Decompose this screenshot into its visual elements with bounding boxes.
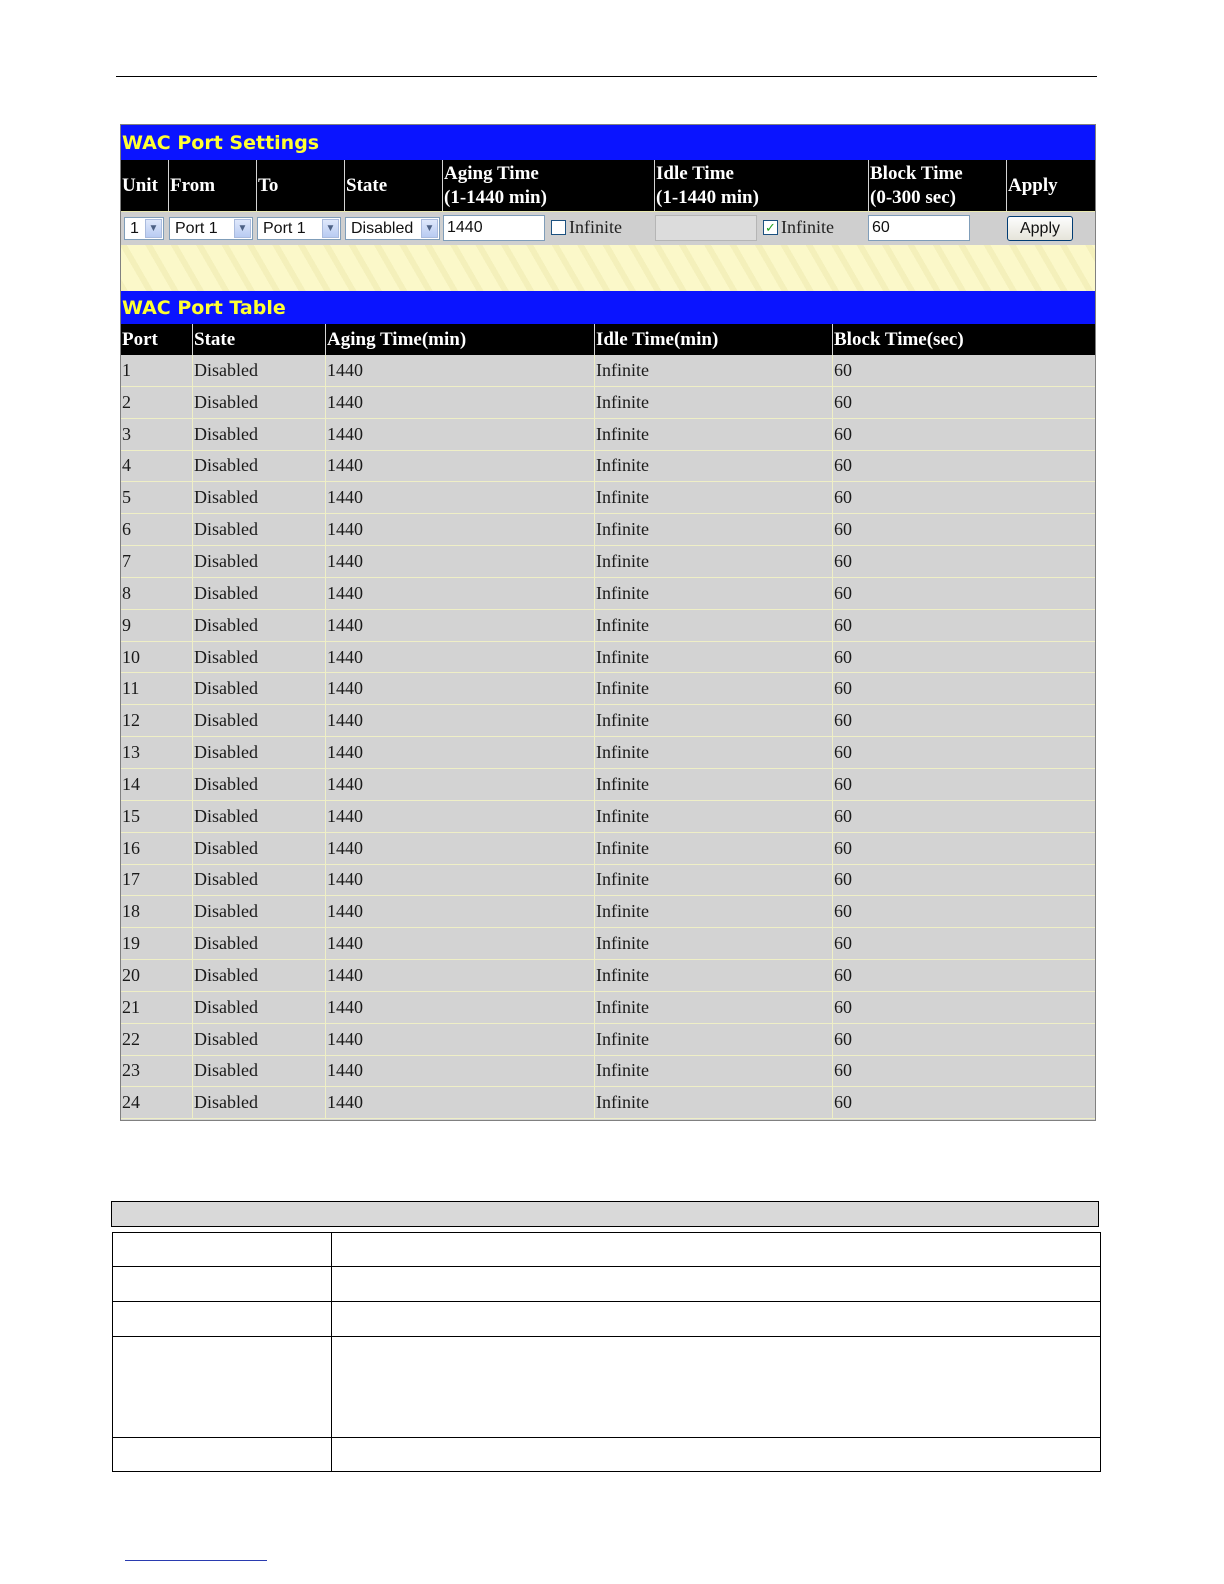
header-block-line2: (0-300 sec) [870, 186, 956, 208]
cell-block-time: 60 [834, 582, 852, 603]
cell-state: Disabled [193, 1024, 326, 1055]
block-time-input[interactable]: 60 [868, 215, 970, 241]
chevron-down-icon[interactable]: ▼ [234, 219, 251, 238]
cell-aging-time: 1440 [326, 896, 595, 927]
cell-port: 8 [121, 578, 193, 609]
cell-aging-time: 1440 [326, 737, 595, 768]
cell-aging-time: 1440 [326, 546, 595, 577]
cell-aging-time: 1440 [326, 451, 595, 482]
header-aging-time [443, 160, 655, 211]
cell-port: 2 [121, 387, 193, 418]
idle-infinite-label: Infinite [781, 217, 834, 237]
cell-state: Disabled [193, 387, 326, 418]
col-state: State [193, 324, 326, 355]
table-row [121, 451, 1095, 483]
cell-port: 14 [121, 769, 193, 800]
doc-cell-value [332, 1337, 1101, 1438]
cell-state: Disabled [193, 642, 326, 673]
chevron-down-icon[interactable]: ▼ [421, 219, 438, 238]
cell-port: 6 [121, 514, 193, 545]
table-row [121, 1087, 1095, 1119]
settings-title: WAC Port Settings [122, 131, 320, 154]
cell-state: Disabled [193, 769, 326, 800]
settings-title-bar [121, 125, 1095, 160]
cell-state: Disabled [193, 419, 326, 450]
unit-select[interactable] [124, 217, 164, 240]
from-select-value: Port 1 [175, 219, 218, 237]
cell-idle-time: Infinite [595, 451, 833, 482]
chevron-down-icon[interactable]: ▼ [145, 219, 162, 238]
cell-aging-time: 1440 [326, 960, 595, 991]
cell-port: 9 [121, 610, 193, 641]
col-aging-time: Aging Time(min) [326, 324, 595, 355]
state-select[interactable] [345, 217, 440, 240]
cell-idle-time: Infinite [595, 992, 833, 1023]
cell-block-time: 60 [834, 550, 852, 571]
cell-block-time: 60 [834, 869, 852, 890]
cell-port: 20 [121, 960, 193, 991]
cell-idle-time: Infinite [595, 833, 833, 864]
cell-state: Disabled [193, 673, 326, 704]
cell-idle-time: Infinite [595, 705, 833, 736]
cell-aging-time: 1440 [326, 928, 595, 959]
cell-port: 16 [121, 833, 193, 864]
cell-block-time: 60 [834, 710, 852, 731]
cell-block-time: 60 [834, 742, 852, 763]
table-row [121, 514, 1095, 546]
table-row [121, 546, 1095, 578]
idle-infinite-checkbox[interactable] [763, 220, 778, 235]
cell-block-time: 60 [834, 487, 852, 508]
from-port-select[interactable] [169, 217, 253, 240]
header-aging-line1: Aging Time [444, 162, 539, 184]
table-row [121, 737, 1095, 769]
cell-aging-time: 1440 [326, 865, 595, 896]
cell-block-time: 60 [834, 837, 852, 858]
settings-input-row [121, 211, 1095, 246]
doc-table-title-bar [111, 1201, 1099, 1227]
cell-port: 22 [121, 1024, 193, 1055]
port-table-header [121, 324, 1095, 355]
cell-state: Disabled [193, 960, 326, 991]
cell-state: Disabled [193, 833, 326, 864]
cell-state: Disabled [193, 865, 326, 896]
to-select-value: Port 1 [263, 219, 306, 237]
cell-aging-time: 1440 [326, 610, 595, 641]
doc-table-row [113, 1438, 1101, 1472]
cell-state: Disabled [193, 451, 326, 482]
cell-port: 17 [121, 865, 193, 896]
header-to: To [257, 160, 345, 211]
table-title: WAC Port Table [122, 296, 286, 319]
cell-port: 18 [121, 896, 193, 927]
header-idle-line1: Idle Time [656, 162, 734, 184]
header-idle-time [655, 160, 869, 211]
chevron-down-icon[interactable]: ▼ [322, 219, 339, 238]
cell-aging-time: 1440 [326, 1024, 595, 1055]
cell-state: Disabled [193, 546, 326, 577]
table-row [121, 1056, 1095, 1088]
col-idle-time: Idle Time(min) [595, 324, 833, 355]
cell-idle-time: Infinite [595, 769, 833, 800]
cell-block-time: 60 [834, 359, 852, 380]
cell-idle-time: Infinite [595, 387, 833, 418]
table-row [121, 419, 1095, 451]
cell-idle-time: Infinite [595, 642, 833, 673]
table-row [121, 610, 1095, 642]
cell-idle-time: Infinite [595, 610, 833, 641]
cell-idle-time: Infinite [595, 673, 833, 704]
doc-cell-key [113, 1337, 332, 1438]
decorative-pattern-band [121, 245, 1095, 291]
cell-state: Disabled [193, 355, 326, 386]
cell-block-time: 60 [834, 1092, 852, 1113]
table-row [121, 482, 1095, 514]
table-row [121, 355, 1095, 387]
doc-cell-value [332, 1233, 1101, 1267]
aging-infinite-label: Infinite [569, 217, 622, 237]
cell-block-time: 60 [834, 964, 852, 985]
cell-aging-time: 1440 [326, 833, 595, 864]
cell-port: 19 [121, 928, 193, 959]
doc-table-row [113, 1233, 1101, 1267]
doc-table-row [113, 1337, 1101, 1438]
cell-port: 13 [121, 737, 193, 768]
header-idle-line2: (1-1440 min) [656, 186, 759, 208]
cell-block-time: 60 [834, 423, 852, 444]
cell-state: Disabled [193, 992, 326, 1023]
header-unit: Unit [121, 160, 169, 211]
cell-aging-time: 1440 [326, 419, 595, 450]
page-top-rule [116, 76, 1097, 77]
cell-aging-time: 1440 [326, 482, 595, 513]
doc-cell-key [113, 1233, 332, 1267]
cell-state: Disabled [193, 928, 326, 959]
cell-idle-time: Infinite [595, 1056, 833, 1087]
doc-cell-key [113, 1267, 332, 1302]
header-block-time [869, 160, 1007, 211]
cell-port: 24 [121, 1087, 193, 1118]
cell-aging-time: 1440 [326, 514, 595, 545]
cell-block-time: 60 [834, 1028, 852, 1049]
table-row [121, 642, 1095, 674]
cell-port: 21 [121, 992, 193, 1023]
cell-block-time: 60 [834, 773, 852, 794]
cell-idle-time: Infinite [595, 578, 833, 609]
cell-port: 10 [121, 642, 193, 673]
cell-aging-time: 1440 [326, 992, 595, 1023]
cell-aging-time: 1440 [326, 387, 595, 418]
idle-time-input[interactable] [655, 215, 757, 241]
cell-block-time: 60 [834, 805, 852, 826]
cell-idle-time: Infinite [595, 514, 833, 545]
apply-button[interactable]: Apply [1007, 216, 1073, 241]
cell-port: 1 [121, 355, 193, 386]
doc-table-row [113, 1267, 1101, 1302]
cell-state: Disabled [193, 1087, 326, 1118]
cell-block-time: 60 [834, 996, 852, 1017]
table-row [121, 992, 1095, 1024]
cell-idle-time: Infinite [595, 482, 833, 513]
cell-aging-time: 1440 [326, 578, 595, 609]
cell-block-time: 60 [834, 614, 852, 635]
cell-idle-time: Infinite [595, 896, 833, 927]
table-row [121, 928, 1095, 960]
state-select-value: Disabled [351, 219, 414, 237]
cell-idle-time: Infinite [595, 355, 833, 386]
header-block-line1: Block Time [870, 162, 963, 184]
cell-block-time: 60 [834, 1060, 852, 1081]
cell-idle-time: Infinite [595, 419, 833, 450]
cell-port: 4 [121, 451, 193, 482]
cell-aging-time: 1440 [326, 801, 595, 832]
table-row [121, 387, 1095, 419]
col-block-time: Block Time(sec) [834, 328, 964, 350]
cell-block-time: 60 [834, 901, 852, 922]
page-bottom-rule [125, 1560, 267, 1561]
table-row [121, 801, 1095, 833]
header-state: State [345, 160, 443, 211]
cell-block-time: 60 [834, 455, 852, 476]
table-row [121, 833, 1095, 865]
table-row [121, 705, 1095, 737]
cell-block-time: 60 [834, 678, 852, 699]
cell-idle-time: Infinite [595, 737, 833, 768]
doc-table-row [113, 1302, 1101, 1337]
cell-port: 12 [121, 705, 193, 736]
table-row [121, 865, 1095, 897]
doc-cell-key [113, 1302, 332, 1337]
table-row [121, 896, 1095, 928]
cell-port: 23 [121, 1056, 193, 1087]
aging-time-input[interactable]: 1440 [443, 215, 545, 241]
cell-idle-time: Infinite [595, 865, 833, 896]
table-row [121, 673, 1095, 705]
table-row [121, 1024, 1095, 1056]
cell-idle-time: Infinite [595, 801, 833, 832]
cell-port: 11 [121, 673, 193, 704]
cell-block-time: 60 [834, 519, 852, 540]
cell-idle-time: Infinite [595, 546, 833, 577]
cell-port: 15 [121, 801, 193, 832]
cell-state: Disabled [193, 578, 326, 609]
cell-state: Disabled [193, 1056, 326, 1087]
cell-idle-time: Infinite [595, 960, 833, 991]
cell-state: Disabled [193, 737, 326, 768]
cell-idle-time: Infinite [595, 1024, 833, 1055]
cell-block-time: 60 [834, 646, 852, 667]
cell-state: Disabled [193, 482, 326, 513]
doc-parameter-table [112, 1232, 1101, 1472]
wac-settings-panel [120, 124, 1096, 1121]
table-row [121, 769, 1095, 801]
header-apply: Apply [1008, 174, 1058, 196]
settings-header-row [121, 160, 1095, 211]
table-row [121, 960, 1095, 992]
cell-state: Disabled [193, 514, 326, 545]
col-port: Port [121, 324, 193, 355]
doc-cell-value [332, 1438, 1101, 1472]
table-row [121, 578, 1095, 610]
cell-block-time: 60 [834, 933, 852, 954]
cell-state: Disabled [193, 896, 326, 927]
cell-port: 3 [121, 419, 193, 450]
cell-aging-time: 1440 [326, 355, 595, 386]
doc-cell-value [332, 1302, 1101, 1337]
cell-aging-time: 1440 [326, 769, 595, 800]
header-aging-line2: (1-1440 min) [444, 186, 547, 208]
cell-port: 5 [121, 482, 193, 513]
aging-infinite-checkbox[interactable] [551, 220, 566, 235]
cell-aging-time: 1440 [326, 642, 595, 673]
unit-select-value: 1 [130, 219, 139, 237]
table-title-bar [121, 291, 1095, 324]
port-table-body [121, 355, 1095, 1119]
cell-block-time: 60 [834, 391, 852, 412]
checkmark-icon: ✓ [765, 220, 776, 235]
cell-state: Disabled [193, 610, 326, 641]
cell-aging-time: 1440 [326, 1056, 595, 1087]
cell-aging-time: 1440 [326, 705, 595, 736]
cell-state: Disabled [193, 705, 326, 736]
doc-cell-value [332, 1267, 1101, 1302]
to-port-select[interactable] [257, 217, 341, 240]
cell-port: 7 [121, 546, 193, 577]
cell-aging-time: 1440 [326, 673, 595, 704]
header-from: From [169, 160, 257, 211]
cell-idle-time: Infinite [595, 1087, 833, 1118]
doc-cell-key [113, 1438, 332, 1472]
cell-aging-time: 1440 [326, 1087, 595, 1118]
cell-idle-time: Infinite [595, 928, 833, 959]
cell-state: Disabled [193, 801, 326, 832]
